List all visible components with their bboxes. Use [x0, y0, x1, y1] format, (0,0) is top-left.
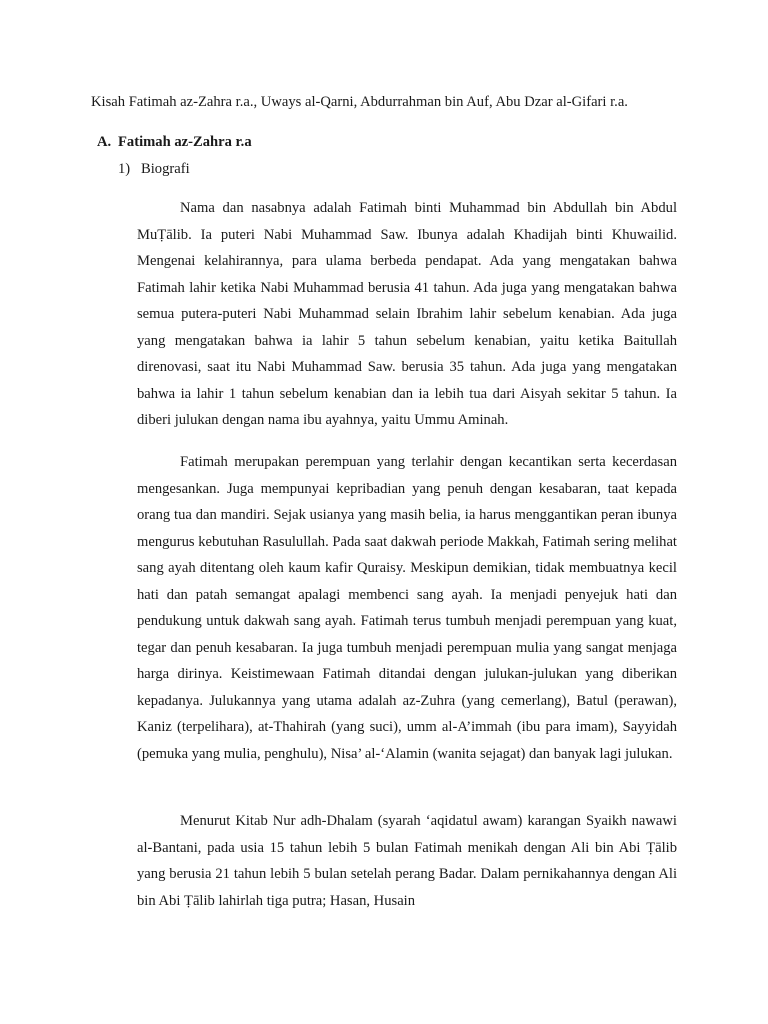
subsection-marker: 1)	[118, 161, 131, 177]
paragraph-biography-2: Fatimah merupakan perempuan yang terlahir dengan kecantikan serta kecerdasan mengesankan. Juga mempunyai kepribadian yang penuh dengan kesabaran, taat kepada orang tua dan mandiri. Sejak usianya yang masih belia, ia harus menggantikan peran ibunya mengurus kebutuhan Rasulullah. Pada saat dakwah periode Makkah, Fatimah sering melihat sang ayah ditentang oleh kaum kafir Quraisy. Meskipun demikian, tidak membuatnya kecil hati dan patah semangat apalagi membenci sang ayah. Ia menjadi penyejuk hati dan pendukung untuk dakwah sang ayah. Fatimah terus tumbuh menjadi perempuan yang kuat, tegar dan penuh kesabaran. Ia juga tumbuh menjadi perempuan mulia yang sangat menjaga harga dirinya. Keistimewaan Fatimah ditandai dengan julukan-julukan yang diberikan kepadanya. Julukannya yang utama adalah az-Zuhra (yang cemerlang), Batul (perawan), Kaniz (terpelihara), at-Thahirah (yang suci), umm al-A’immah (ibu para imam), Sayyidah (pemuka yang mulia, penghulu), Nisa’ al-‘Alamin (wanita sejagat) dan banyak lagi julukan.	[137, 454, 677, 763]
document-title: Kisah Fatimah az-Zahra r.a., Uways al-Qarni, Abdurrahman bin Auf, Abu Dzar al-Gifari r.a.	[91, 94, 628, 110]
section-marker: A.	[97, 134, 112, 150]
subsection-heading	[118, 159, 190, 179]
section-heading	[97, 132, 252, 152]
paragraph-biography-3: Menurut Kitab Nur adh-Dhalam (syarah ‘aqidatul awam) karangan Syaikh nawawi al-Bantani, pada usia 15 tahun lebih 5 bulan Fatimah menikah dengan Ali bin Abi Ṭālib yang berusia 21 tahun lebih 5 bulan setelah perang Badar. Dalam pernikahannya dengan Ali bin Abi Ṭālib lahirlah tiga putra; Hasan, Husain	[137, 813, 677, 909]
subsection-heading-text: Biografi	[141, 161, 190, 177]
paragraph-biography-1: Nama dan nasabnya adalah Fatimah binti Muhammad bin Abdullah bin Abdul MuṬālib. Ia puteri Nabi Muhammad Saw. Ibunya adalah Khadijah binti Khuwailid. Mengenai kelahirannya, para ulama berbeda pendapat. Ada yang mengatakan bahwa Fatimah lahir ketika Nabi Muhammad berusia 41 tahun. Ada juga yang mengatakan bahwa semua putera-puteri Nabi Muhammad selain Ibrahim lahir sebelum kenabian. Ada juga yang mengatakan bahwa ia lahir 5 tahun sebelum kenabian, yaitu ketika Baitullah direnovasi, saat itu Nabi Muhammad Saw. berusia 35 tahun. Ada juga yang mengatakan bahwa ia lahir 1 tahun sebelum kenabian dan ia lebih tua dari Aisyah sekitar 5 tahun. Ia diberi julukan dengan nama ibu ayahnya, yaitu Ummu Aminah.	[137, 200, 677, 429]
section-heading-text: Fatimah az-Zahra r.a	[118, 134, 252, 150]
